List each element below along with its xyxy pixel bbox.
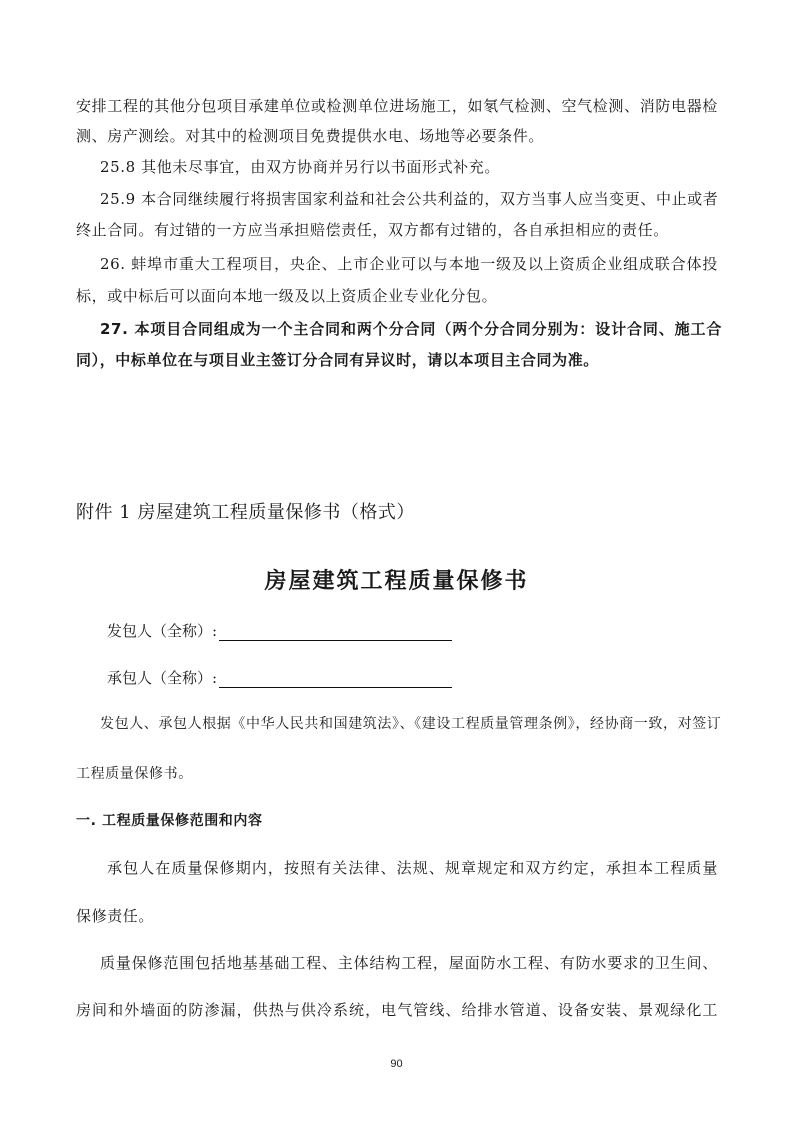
page-title: 房屋建筑工程质量保修书 <box>264 568 529 594</box>
employer-label: 发包人（全称）: <box>107 622 218 640</box>
clause-26: 26. 蚌埠市重大工程项目，央企、上市企业可以与本地一级及以上资质企业组成联合体投 <box>100 255 718 273</box>
section-paragraph-line: 保修责任。 <box>76 907 155 925</box>
section-paragraph-line: 承包人在质量保修期内，按照有关法律、法规、规章规定和双方约定，承担本工程质量 <box>107 859 718 877</box>
clause-25-9: 25.9 本合同继续履行将损害国家利益和社会公共利益的，双方当事人应当变更、中止或者 <box>100 190 719 208</box>
paragraph-line: 终止合同。有过错的一方应当承担赔偿责任，双方都有过错的，各自承担相应的责任。 <box>76 221 669 239</box>
contractor-name-blank <box>219 669 452 688</box>
paragraph-line: 测、房产测绘。对其中的检测项目免费提供水电、场地等必要条件。 <box>76 127 545 145</box>
section-paragraph-line: 质量保修范围包括地基基础工程、主体结构工程，屋面防水工程、有防水要求的卫生间、 <box>100 954 718 972</box>
paragraph-line: 安排工程的其他分包项目承建单位或检测单位进场施工，如氡气检测、空气检测、消防电器检 <box>76 97 718 115</box>
employer-name-blank <box>219 622 452 641</box>
paragraph-line: 标，或中标后可以面向本地一级及以上资质企业专业化分包。 <box>76 287 498 305</box>
page-number: 90 <box>390 1058 403 1070</box>
basis-paragraph-line: 发包人、承包人根据《中华人民共和国建筑法》、《建设工程质量管理条例》，经协商一致，对签订 <box>100 716 722 732</box>
paragraph-line: 同），中标单位在与项目业主签订分合同有异议时，请以本项目主合同为准。 <box>76 351 599 369</box>
basis-paragraph-line: 工程质量保修书。 <box>76 766 193 782</box>
clause-25-8: 25.8 其他未尽事宜，由双方协商并另行以书面形式补充。 <box>100 158 500 176</box>
section-paragraph-line: 房间和外墙面的防渗漏，供热与供冷系统，电气管线、给排水管道、设备安装、景观绿化工 <box>76 1001 718 1019</box>
contractor-label: 承包人（全称）: <box>107 669 218 687</box>
annex-title: 附件 1 房屋建筑工程质量保修书（格式） <box>76 502 415 523</box>
clause-27: 27. 本项目合同组成为一个主合同和两个分合同（两个分合同分别为：设计合同、施工合 <box>100 320 722 338</box>
employer-field-row <box>107 621 452 641</box>
contractor-field-row <box>107 668 452 688</box>
section-heading: 一. 工程质量保修范围和内容 <box>76 813 263 829</box>
